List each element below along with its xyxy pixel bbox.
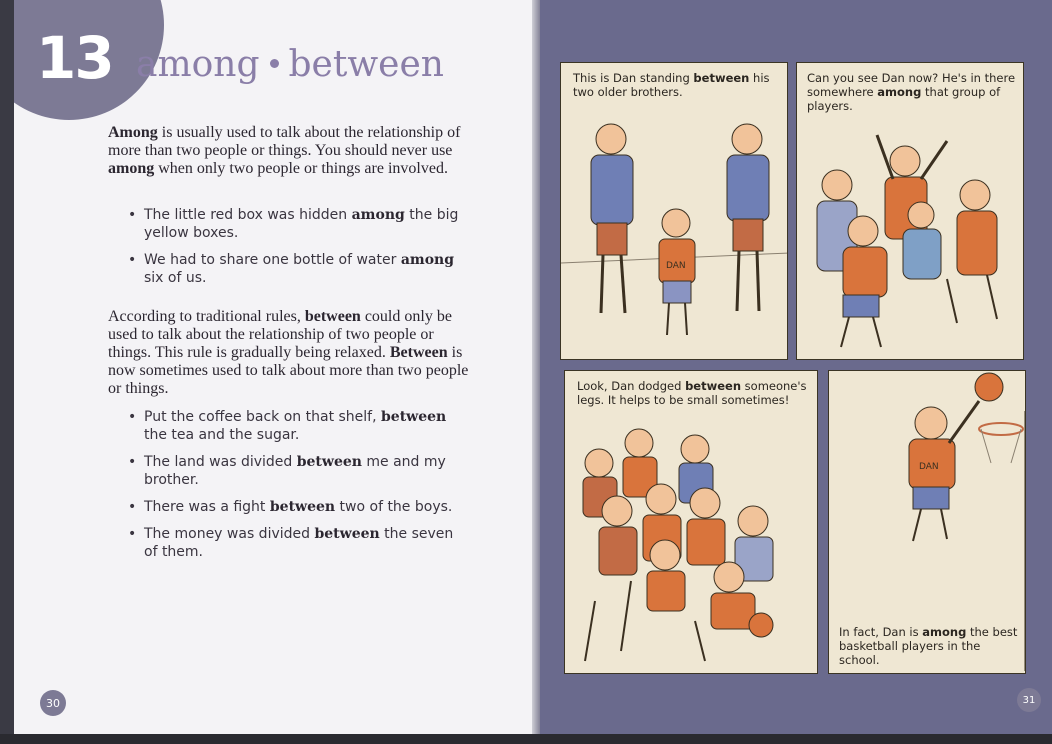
- page-number-left: 30: [40, 690, 66, 716]
- page-number-right: 31: [1017, 688, 1041, 712]
- book-bottom-edge: [0, 734, 1052, 744]
- basketball-icon: [749, 613, 773, 637]
- title-between: between: [288, 44, 444, 85]
- title-among: among: [136, 44, 260, 85]
- among-bold: among: [108, 160, 155, 177]
- example-item: • We had to share one bottle of water among six of us.: [126, 251, 466, 287]
- chapter-number: 13: [36, 24, 113, 92]
- among-lead: Among: [108, 124, 158, 141]
- panel-4-caption: In fact, Dan is among the best basketball players in the school.: [839, 625, 1018, 667]
- among-text-2: when only two people or things are involved.: [154, 160, 448, 177]
- among-paragraph: [108, 124, 478, 178]
- example-item: • Put the coffee back on that shelf, between the tea and the sugar.: [126, 408, 466, 444]
- panel-2-caption: Can you see Dan now? He's in there somewhere among that group of players.: [807, 71, 1016, 113]
- example-item: • The land was divided between me and my brother.: [126, 453, 466, 489]
- dan-shirt-label: DAN: [919, 462, 939, 472]
- dan-shirt-label: DAN: [666, 261, 686, 271]
- comic-panel-3: [564, 370, 818, 674]
- right-page: [540, 0, 1052, 734]
- left-page: [14, 0, 534, 744]
- panel-3-caption: Look, Dan dodged between someone's legs. It helps to be small sometimes!: [577, 379, 807, 407]
- among-examples: [126, 206, 466, 296]
- among-text-1: is usually used to talk about the relationship of more than two people or things. You should never use: [108, 124, 461, 159]
- example-item: • The money was divided between the seven of them.: [126, 525, 466, 561]
- basketball-icon: [975, 373, 1003, 401]
- comic-panel-4: [828, 370, 1026, 674]
- brothers-illustration: [561, 63, 788, 360]
- between-paragraph: According to traditional rules, between could only be used to talk about the relationship of two people or things. This rule is gradually being relaxed. Between is now sometimes used to talk about more than two people or things.: [108, 308, 469, 397]
- page-title: [136, 44, 444, 85]
- panel-1-caption: This is Dan standing between his two older brothers.: [573, 71, 770, 99]
- example-item: • There was a fight between two of the boys.: [126, 498, 466, 516]
- example-item: • The little red box was hidden among the big yellow boxes.: [126, 206, 466, 242]
- title-dot-icon: [270, 59, 279, 68]
- dodge-illustration: [565, 371, 818, 674]
- comic-panel-1: [560, 62, 788, 360]
- between-examples: [126, 408, 466, 570]
- comic-panel-2: [796, 62, 1024, 360]
